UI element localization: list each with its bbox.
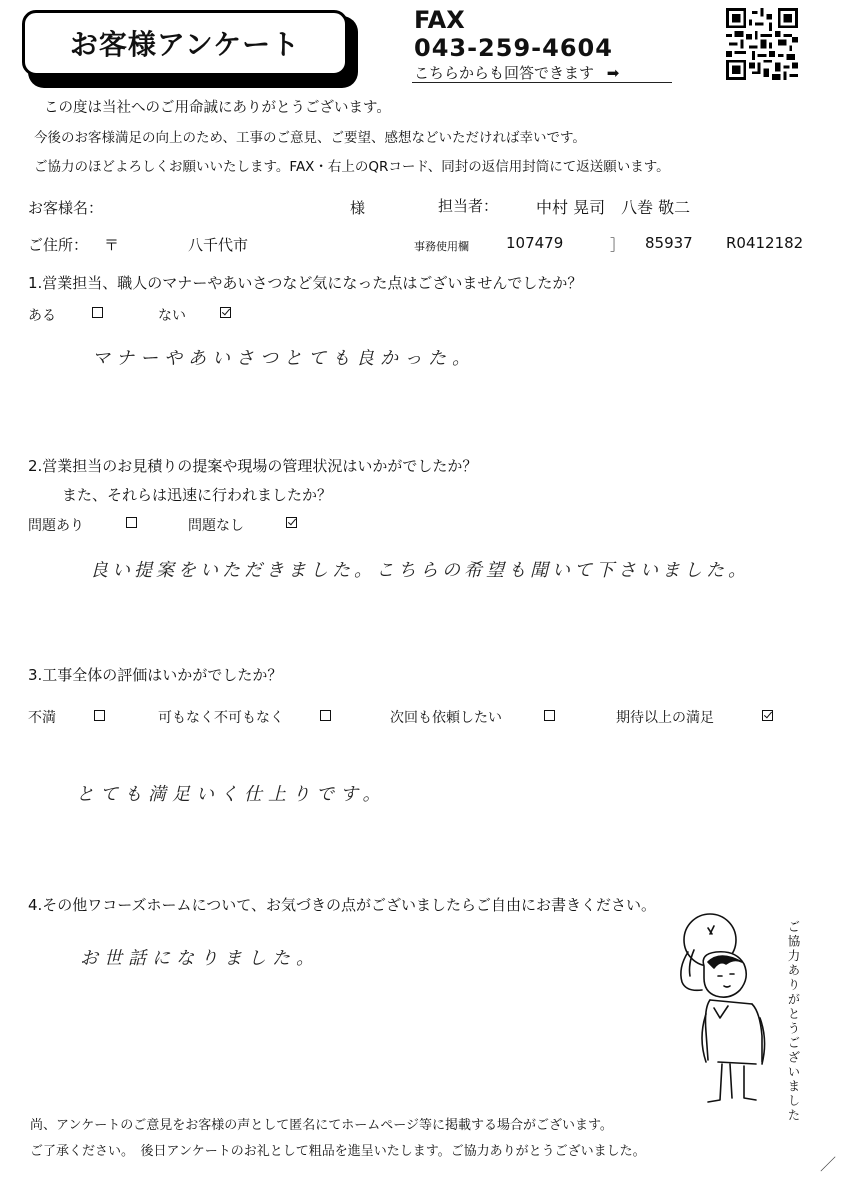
q2-option-mondai-ari-checkbox[interactable] — [126, 517, 137, 528]
q3-answer: とても満足いく仕上りです。 — [76, 784, 387, 805]
office-code-3: R0412182 — [726, 234, 804, 252]
q1-option-aru-label: ある — [28, 308, 56, 324]
fax-note — [414, 62, 619, 83]
postal-mark: 〒 — [104, 236, 120, 254]
staff-names: 中村 晃司 八巻 敬二 — [536, 198, 691, 217]
corner-mark: ／ — [820, 1155, 837, 1174]
address-label: ご住所： — [28, 236, 89, 254]
question-4: 4.その他ワコーズホームについて、お気づきの点がございましたらご自由にお書きください。 — [28, 896, 656, 914]
intro-line-2: 今後のお客様満足の向上のため、工事のご意見、ご要望、感想などいただければ幸いです。 — [34, 130, 586, 146]
office-use-label: 事務使用欄 — [414, 240, 469, 253]
q2-answer: 良い提案をいただきました。こちらの希望も聞いて下さいました。 — [90, 560, 750, 581]
office-code-2: 85937 — [645, 234, 693, 252]
question-2-line-1: 2.営業担当のお見積りの提案や現場の管理状況はいかがでしたか？ — [28, 457, 478, 475]
fax-number: 043-259-4604 — [414, 34, 613, 62]
footer-line-2: ご了承ください。 後日アンケートのお礼として粗品を進呈いたします。ご協力ありがとうございました。 — [30, 1144, 646, 1159]
q3-option-jikai-checkbox[interactable] — [544, 710, 555, 721]
q3-option-kamonaku-label: 可もなく不可もなく — [158, 710, 284, 726]
bowing-character-illustration — [664, 912, 782, 1108]
customer-name-label: お客様名： — [28, 199, 104, 217]
fax-underline — [412, 82, 672, 83]
fax-note-text: こちらからも回答できます — [414, 64, 595, 82]
q3-option-fuman-checkbox[interactable] — [94, 710, 105, 721]
intro-line-1: この度は当社へのご用命誠にありがとうございます。 — [44, 100, 391, 116]
q3-option-kitai-checkbox[interactable] — [762, 710, 773, 721]
page-title: お客様アンケート — [69, 28, 301, 61]
sama-label: 様 — [350, 199, 366, 217]
q1-answer: マナーやあいさつとても良かった。 — [92, 348, 476, 369]
q3-option-jikai-label: 次回も依頼したい — [390, 710, 502, 726]
intro-line-3: ご協力のほどよろしくお願いいたします。FAX・右上のQRコード、同封の返信用封筒にて返送願います。 — [34, 159, 670, 175]
title-box — [22, 10, 348, 76]
staff-label: 担当者： — [438, 197, 499, 215]
qr-code-icon[interactable] — [724, 8, 800, 80]
q3-option-fuman-label: 不満 — [28, 710, 56, 726]
question-1: 1.営業担当、職人のマナーやあいさつなど気になった点はございませんでしたか？ — [28, 274, 583, 292]
office-bracket: ］ — [610, 236, 626, 254]
q1-option-nai-checkbox[interactable] — [220, 307, 231, 318]
thanks-vertical-text: ご協力ありがとうございました — [786, 920, 801, 1123]
office-code-1: 107479 — [506, 234, 564, 252]
fax-label: FAX — [414, 6, 465, 34]
q2-option-mondai-nashi-checkbox[interactable] — [286, 517, 297, 528]
q3-option-kitai-label: 期待以上の満足 — [616, 710, 714, 726]
q1-option-aru-checkbox[interactable] — [92, 307, 103, 318]
arrow-right-icon: ➡ — [606, 64, 620, 82]
question-3: 3.工事全体の評価はいかがでしたか？ — [28, 666, 283, 684]
city-value: 八千代市 — [188, 236, 249, 254]
q3-option-kamonaku-checkbox[interactable] — [320, 710, 331, 721]
q1-option-nai-label: ない — [158, 308, 186, 324]
q4-answer: お世話になりました。 — [80, 948, 320, 969]
q2-option-mondai-nashi-label: 問題なし — [188, 518, 244, 534]
q2-option-mondai-ari-label: 問題あり — [28, 518, 84, 534]
footer-line-1: 尚、アンケートのご意見をお客様の声として匿名にてホームページ等に掲載する場合がございます。 — [30, 1118, 613, 1133]
question-2-line-2: また、それらは迅速に行われましたか？ — [62, 486, 333, 504]
